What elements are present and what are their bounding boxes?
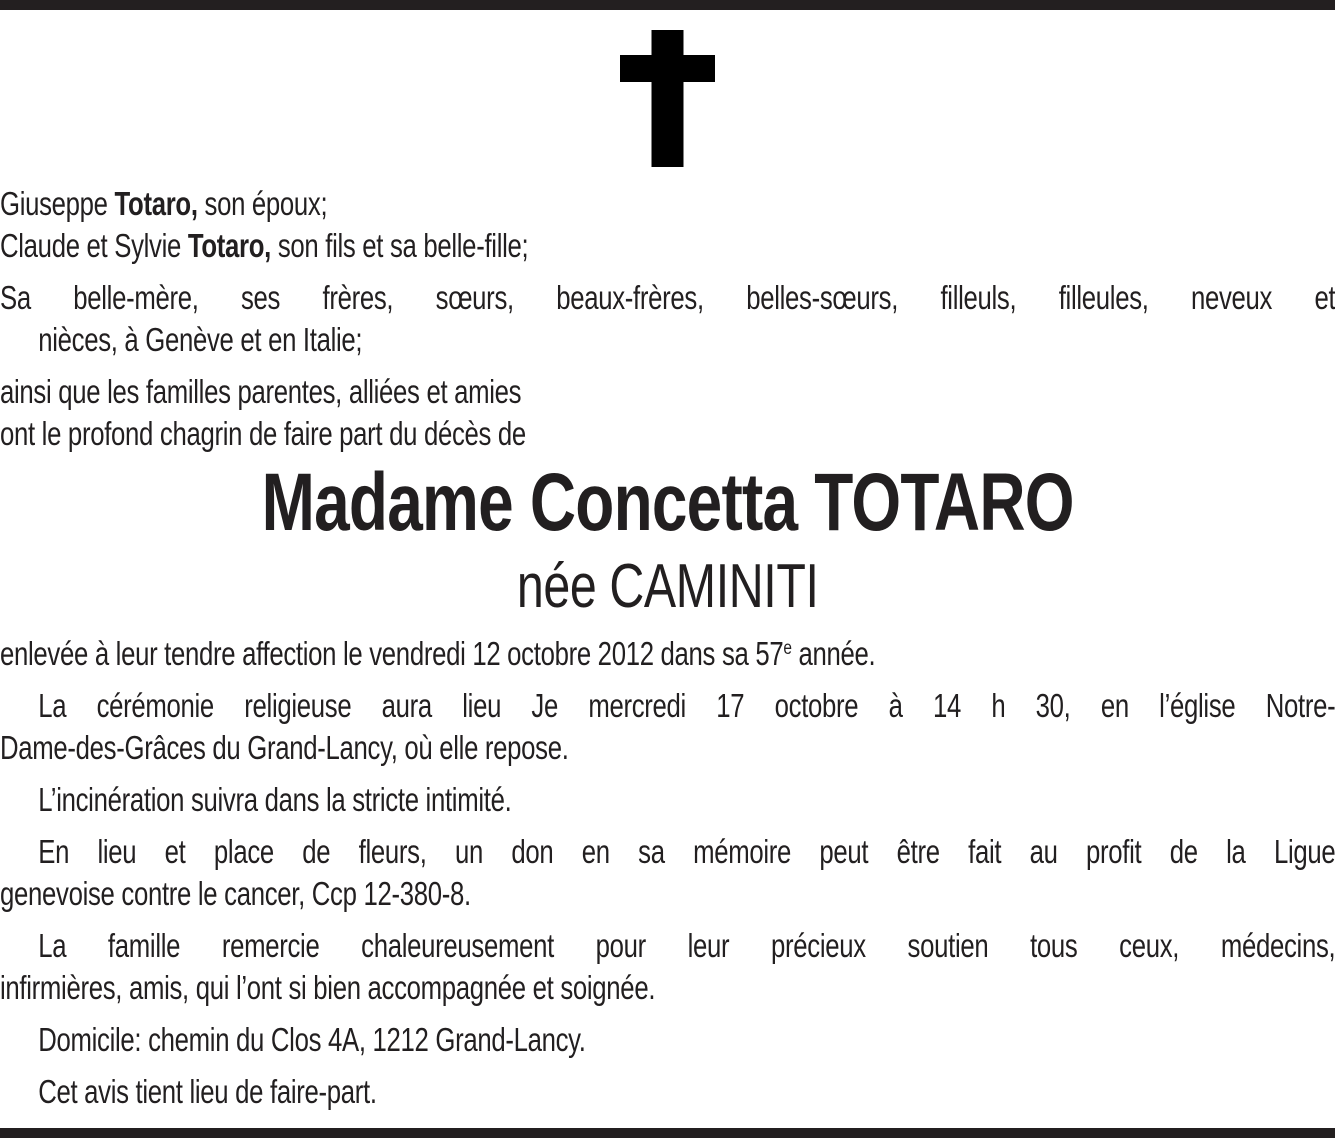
family-spouse-segment: Giuseppe — [0, 185, 115, 222]
family-relatives-1 — [0, 277, 1335, 319]
family-son-segment: son fils et sa belle-fille; — [270, 227, 529, 264]
ceremony-2 — [0, 727, 1335, 769]
cremation — [0, 779, 1335, 821]
thanks-1 — [0, 925, 1335, 967]
thanks-2-segment: infirmières, amis, qui l’ont si bien accompagnée et soignée. — [0, 969, 656, 1006]
maiden-name — [0, 551, 1335, 623]
cremation-segment: L’incinération suivra dans la stricte intimité. — [38, 781, 512, 818]
family-relatives-2-segment: nièces, à Genève et en Italie; — [38, 321, 363, 358]
death-statement — [0, 633, 1335, 675]
notice-footer — [0, 1071, 1335, 1113]
top-rule — [0, 0, 1335, 10]
deceased-name-segment: Madame Concetta TOTARO — [261, 457, 1074, 548]
cross-container — [0, 30, 1335, 167]
family-spouse-segment: Totaro, — [114, 185, 198, 222]
ceremony-1-segment: La cérémonie religieuse aura lieu Je mercredi 17 octobre à 14 h 30, en l’église Notre- — [38, 687, 1335, 724]
family-others-2 — [0, 413, 1335, 455]
donation-1 — [0, 831, 1335, 873]
latin-cross-icon — [620, 30, 715, 167]
ceremony-2-segment: Dame-des-Grâces du Grand-Lancy, où elle repose. — [0, 729, 569, 766]
death-statement-segment: enlevée à leur tendre affection le vendredi 12 octobre 2012 dans sa 57 — [0, 635, 784, 672]
ceremony-1 — [0, 685, 1335, 727]
family-others-1 — [0, 371, 1335, 413]
family-son-segment: Claude et Sylvie — [0, 227, 188, 264]
donation-2 — [0, 873, 1335, 915]
death-statement-segment: année. — [791, 635, 876, 672]
family-spouse-segment: son époux; — [197, 185, 328, 222]
thanks-2 — [0, 967, 1335, 1009]
address-segment: Domicile: chemin du Clos 4A, 1212 Grand-Lancy. — [38, 1021, 586, 1058]
family-son — [0, 225, 1335, 267]
bottom-rule — [0, 1128, 1335, 1138]
family-relatives-2 — [0, 319, 1335, 361]
family-relatives-1-segment: Sa belle-mère, ses frères, sœurs, beaux-frères, belles-sœurs, filleuls, filleules, neveux et — [0, 279, 1335, 316]
family-son-segment: Totaro, — [187, 227, 271, 264]
death-statement-segment: e — [783, 637, 792, 660]
notice-footer-segment: Cet avis tient lieu de faire-part. — [38, 1073, 377, 1110]
thanks-1-segment: La famille remercie chaleureusement pour leur précieux soutien tous ceux, médecins, — [38, 927, 1335, 964]
family-others-2-segment: ont le profond chagrin de faire part du décès de — [0, 415, 526, 452]
notice-text-block — [0, 183, 1335, 1113]
maiden-name-segment: née CAMINITI — [516, 552, 819, 621]
family-spouse — [0, 183, 1335, 225]
deceased-name — [0, 455, 1335, 551]
family-others-1-segment: ainsi que les familles parentes, alliées et amies — [0, 373, 522, 410]
address — [0, 1019, 1335, 1061]
donation-2-segment: genevoise contre le cancer, Ccp 12-380-8. — [0, 875, 471, 912]
donation-1-segment: En lieu et place de fleurs, un don en sa mémoire peut être fait au profit de la Ligue — [38, 833, 1335, 870]
